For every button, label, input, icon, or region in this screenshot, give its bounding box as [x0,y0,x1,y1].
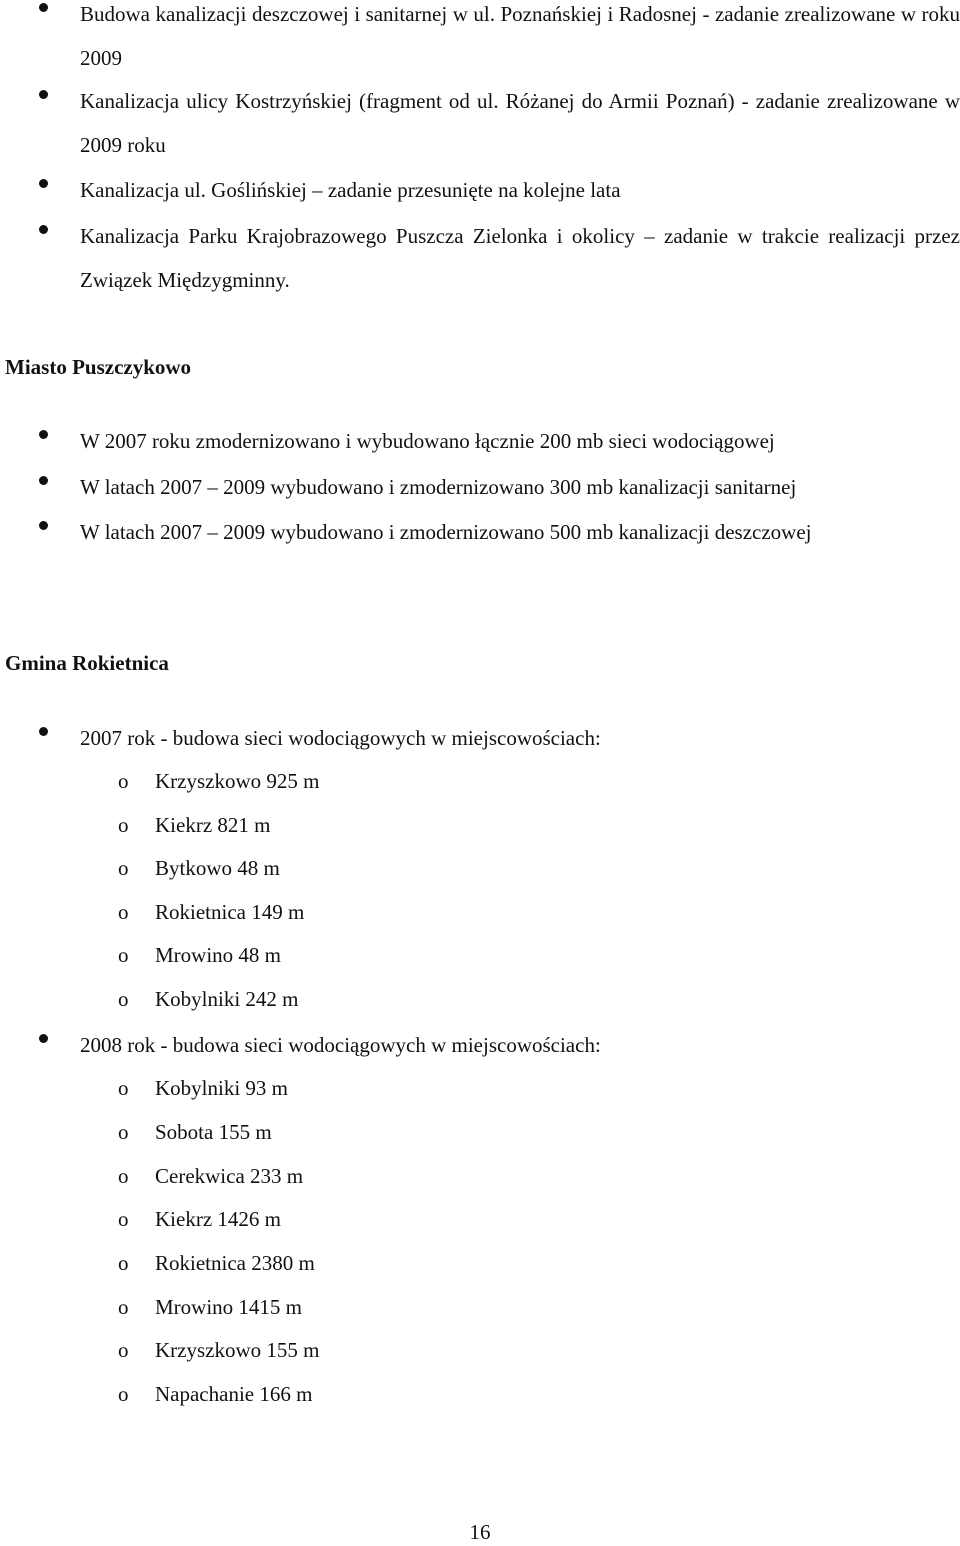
sub-bullet-marker: o [118,1164,129,1188]
sub-list-item-text: Kobylniki 93 m [155,1076,289,1100]
list-item-text: W 2007 roku zmodernizowano i wybudowano łącznie 200 mb sieci wodociągowej [80,429,775,453]
list-item [0,214,960,302]
sub-bullet-marker: o [118,856,129,880]
section-heading-puszczykowo: Miasto Puszczykowo [5,355,192,379]
list-item-text: Budowa kanalizacji deszczowej i sanitarnej w ul. Poznańskiej i Radosnej - zadanie zrealizowane w roku 2009 [80,2,960,70]
sub-list-item [0,759,960,803]
sub-list-item [0,1285,960,1329]
sub-list-item-text: Mrowino 1415 m [155,1295,302,1319]
bullet-icon [39,179,48,188]
sub-bullet-marker: o [118,943,129,967]
sub-bullet-marker: o [118,1207,129,1231]
sub-bullet-marker: o [118,900,129,924]
sub-list-item-text: Cerekwica 233 m [155,1164,304,1188]
sub-list-item-text: Bytkowo 48 m [155,856,280,880]
sub-list-item [0,1372,960,1416]
list-item [0,79,960,167]
sub-list-item [0,1110,960,1154]
bullet-icon [39,727,48,736]
sub-list-item-text: Rokietnica 2380 m [155,1251,315,1275]
sub-list-item [0,1241,960,1285]
sub-bullet-marker: o [118,1382,129,1406]
list-item [0,510,960,554]
bullet-icon [39,1034,48,1043]
sub-bullet-marker: o [118,987,129,1011]
list-item-text: 2008 rok - budowa sieci wodociągowych w miejscowościach: [80,1033,601,1057]
list-item [0,1023,960,1067]
bullet-icon [39,521,48,530]
list-item-text: 2007 rok - budowa sieci wodociągowych w miejscowościach: [80,726,601,750]
sub-list-item [0,803,960,847]
sub-list-item [0,890,960,934]
bullet-icon [39,3,48,12]
sub-list-item-text: Kobylniki 242 m [155,987,299,1011]
sub-list-item [0,1066,960,1110]
sub-list-item-text: Napachanie 166 m [155,1382,313,1406]
sub-list-item [0,1154,960,1198]
sub-bullet-marker: o [118,1295,129,1319]
bullet-icon [39,90,48,99]
list-item-text: Kanalizacja ul. Goślińskiej – zadanie przesunięte na kolejne lata [80,178,621,202]
sub-list-item-text: Krzyszkowo 925 m [155,769,320,793]
sub-list-item-text: Kiekrz 1426 m [155,1207,281,1231]
list-item [0,0,960,80]
sub-list-item [0,846,960,890]
sub-list-item-text: Krzyszkowo 155 m [155,1338,320,1362]
sub-list-item-text: Kiekrz 821 m [155,813,271,837]
sub-list-item-text: Mrowino 48 m [155,943,281,967]
list-item [0,168,960,212]
sub-list-item [0,1328,960,1372]
sub-list-item [0,933,960,977]
list-item [0,419,960,463]
sub-bullet-marker: o [118,813,129,837]
list-item-text: W latach 2007 – 2009 wybudowano i zmodernizowano 300 mb kanalizacji sanitarnej [80,475,797,499]
sub-list-item [0,977,960,1021]
bullet-icon [39,225,48,234]
bullet-icon [39,476,48,485]
sub-bullet-marker: o [118,1076,129,1100]
sub-list-item-text: Rokietnica 149 m [155,900,305,924]
list-item [0,465,960,509]
page-number: 16 [469,1520,491,1544]
sub-list-item [0,1197,960,1241]
list-item-text: W latach 2007 – 2009 wybudowano i zmodernizowano 500 mb kanalizacji deszczowej [80,520,812,544]
bullet-icon [39,430,48,439]
list-item [0,716,960,760]
sub-bullet-marker: o [118,769,129,793]
list-item-text: Kanalizacja Parku Krajobrazowego Puszcza Zielonka i okolicy – zadanie w trakcie realizacji przez Związek Międzygminny. [80,224,960,292]
sub-bullet-marker: o [118,1338,129,1362]
section-heading-rokietnica: Gmina Rokietnica [5,651,169,675]
sub-bullet-marker: o [118,1251,129,1275]
sub-bullet-marker: o [118,1120,129,1144]
sub-list-item-text: Sobota 155 m [155,1120,272,1144]
list-item-text: Kanalizacja ulicy Kostrzyńskiej (fragment od ul. Różanej do Armii Poznań) - zadanie zrealizowane w 2009 roku [80,89,960,157]
